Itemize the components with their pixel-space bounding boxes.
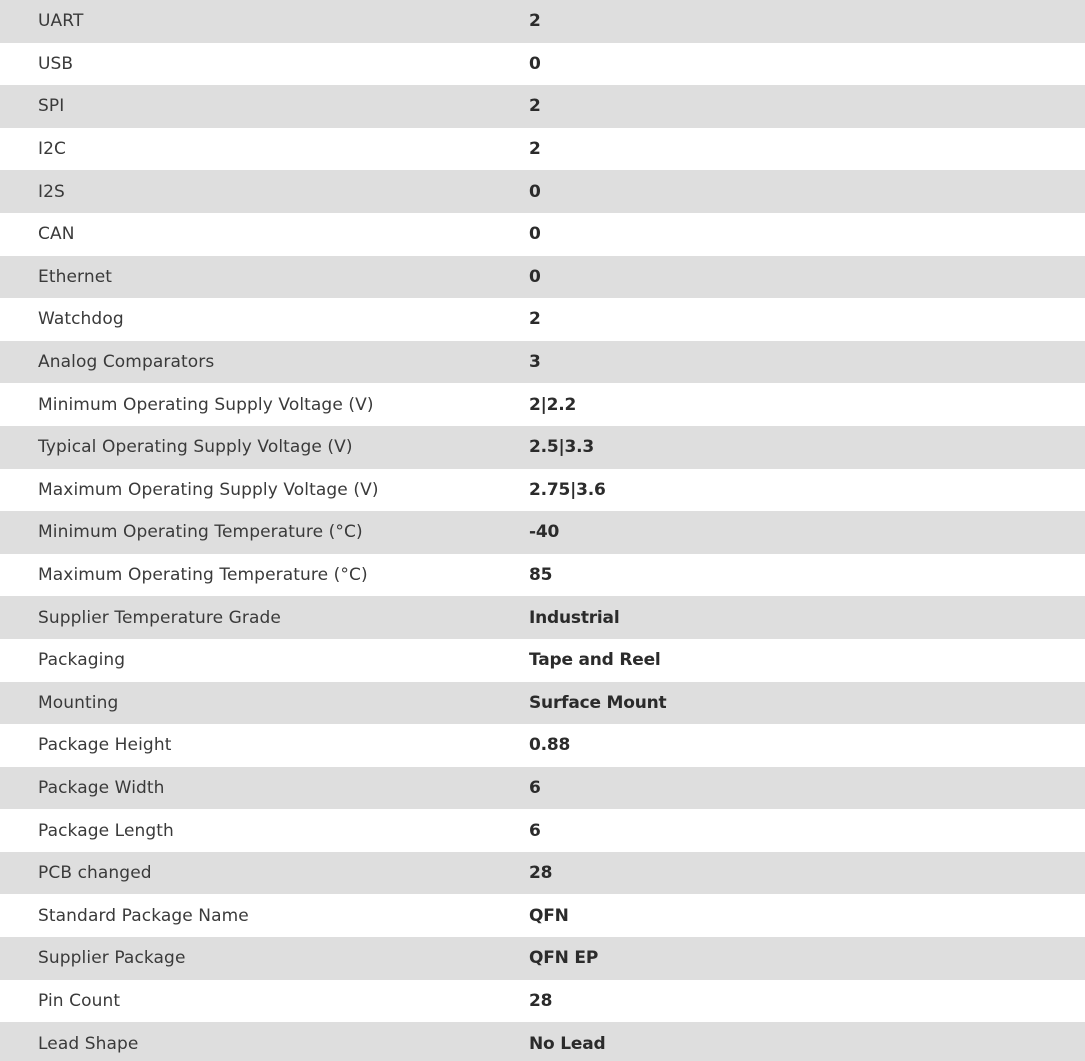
spec-value: 6 [529,820,541,841]
spec-label: I2C [38,139,66,160]
spec-label: Minimum Operating Supply Voltage (V) [38,394,374,415]
spec-value: QFN [529,905,569,926]
spec-label: Typical Operating Supply Voltage (V) [38,437,353,458]
spec-label: Package Width [38,777,165,798]
spec-row-pin-count [0,980,1085,1023]
spec-row-spi [0,85,1085,128]
spec-label: Standard Package Name [38,905,249,926]
spec-row-lead-shape [0,1022,1085,1061]
spec-label: USB [38,53,74,74]
spec-row-min-temperature [0,511,1085,554]
spec-row-i2s [0,170,1085,213]
spec-row-max-supply-voltage [0,469,1085,512]
spec-row-max-temperature [0,554,1085,597]
spec-value: 0 [529,266,541,287]
spec-label: Ethernet [38,266,113,287]
spec-row-package-width [0,767,1085,810]
spec-row-supplier-package [0,937,1085,980]
spec-value: 2.5|3.3 [529,437,595,458]
spec-row-temperature-grade [0,596,1085,639]
spec-label: Packaging [38,650,126,671]
spec-value: 2 [529,309,541,330]
spec-value: 6 [529,777,541,798]
spec-value: 0 [529,224,541,245]
spec-row-mounting [0,682,1085,725]
spec-label: Package Length [38,820,174,841]
spec-label: Minimum Operating Temperature (°C) [38,522,363,543]
spec-row-usb [0,43,1085,86]
spec-label: Lead Shape [38,1033,139,1054]
spec-label: Supplier Package [38,948,186,969]
spec-label: Analog Comparators [38,352,215,373]
spec-value: Tape and Reel [529,650,661,671]
spec-row-package-height [0,724,1085,767]
spec-label: CAN [38,224,75,245]
spec-value: 28 [529,990,553,1011]
spec-value: 2.75|3.6 [529,479,606,500]
spec-label: I2S [38,181,65,202]
spec-row-packaging [0,639,1085,682]
spec-label: PCB changed [38,863,152,884]
spec-label: Watchdog [38,309,124,330]
spec-value: 2 [529,11,541,32]
spec-value: 0 [529,181,541,202]
spec-label: Supplier Temperature Grade [38,607,281,628]
spec-value: Industrial [529,607,620,628]
spec-row-watchdog [0,298,1085,341]
spec-value: 2 [529,139,541,160]
spec-value: 0.88 [529,735,571,756]
spec-value: 2|2.2 [529,394,577,415]
spec-row-min-supply-voltage [0,383,1085,426]
spec-label: Pin Count [38,990,121,1011]
spec-value: 3 [529,352,541,373]
spec-row-uart [0,0,1085,43]
spec-row-can [0,213,1085,256]
spec-row-ethernet [0,256,1085,299]
spec-value: 0 [529,53,541,74]
spec-row-pcb-changed [0,852,1085,895]
spec-row-typ-supply-voltage [0,426,1085,469]
spec-value: No Lead [529,1033,606,1054]
spec-value: Surface Mount [529,692,667,713]
spec-value: 2 [529,96,541,117]
spec-row-standard-package-name [0,894,1085,937]
spec-label: Mounting [38,692,119,713]
spec-value: 28 [529,863,553,884]
spec-value: 85 [529,565,553,586]
spec-row-i2c [0,128,1085,171]
spec-row-package-length [0,809,1085,852]
spec-row-analog-comparators [0,341,1085,384]
spec-value: QFN EP [529,948,599,969]
spec-label: Package Height [38,735,172,756]
spec-label: SPI [38,96,65,117]
spec-label: UART [38,11,84,32]
spec-label: Maximum Operating Temperature (°C) [38,565,368,586]
spec-value: -40 [529,522,560,543]
spec-label: Maximum Operating Supply Voltage (V) [38,479,379,500]
